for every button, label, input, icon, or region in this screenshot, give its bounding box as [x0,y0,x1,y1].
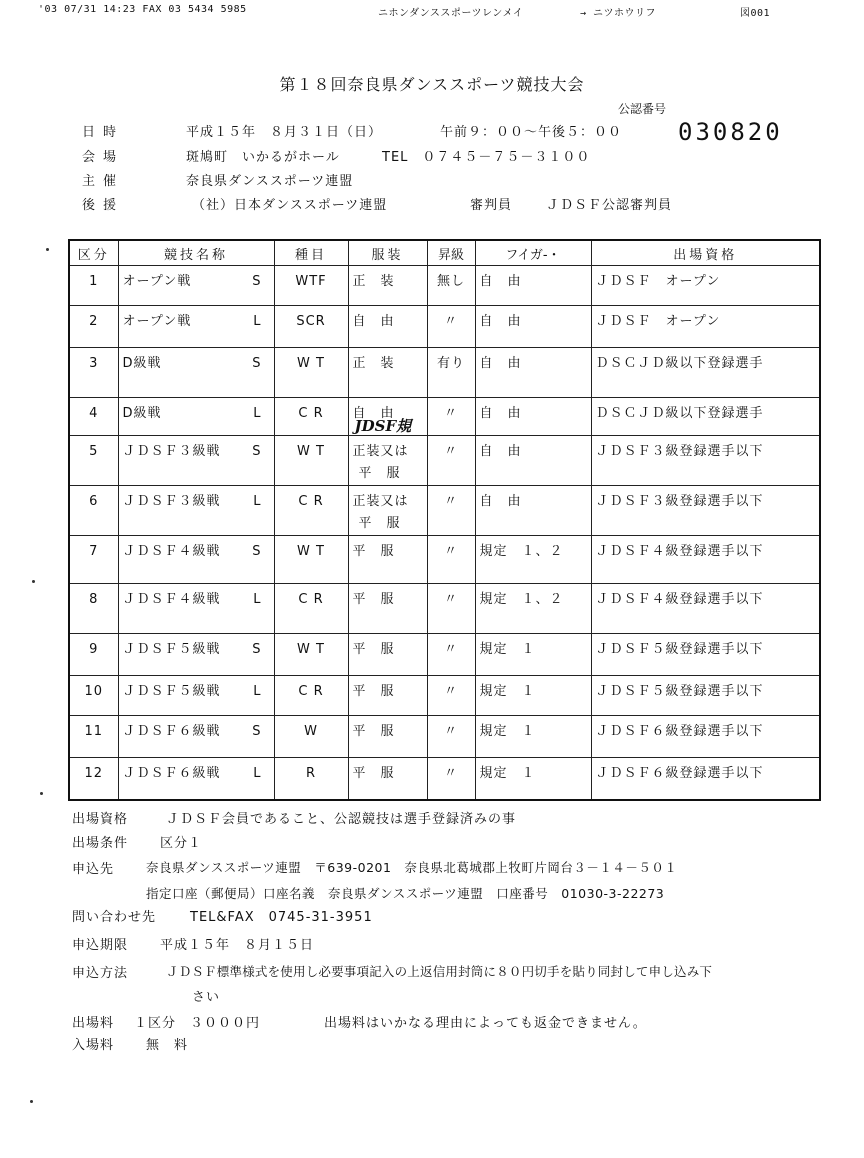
support-value: （社）日本ダンススポーツ連盟 [192,198,388,213]
dance-code: C R [298,494,324,509]
qualification: ＪＤＳＦ４級登録選手以下 [595,544,764,559]
dress-code: 自 由 [352,406,395,421]
division-number: 7 [89,544,99,559]
header-dance: 種目 [274,240,348,266]
dance-code: W T [297,642,325,657]
promotion: 〃 [443,406,458,421]
host-value: 奈良県ダンススポーツ連盟 [186,174,354,189]
qualification: ＪＤＳＦ オープン [595,314,721,329]
qualification: ＪＤＳＦ オープン [595,274,721,289]
dress-code: 正 装 [352,274,395,289]
scan-speck [32,580,35,583]
dance-code: W T [297,544,325,559]
event-name: ＪＤＳＦ４級戦 [122,544,221,559]
event-class: L [253,494,262,509]
figure-rule: 自 由 [479,494,522,509]
event-name: ＪＤＳＦ３級戦 [122,494,221,509]
event-class: S [252,544,262,559]
promotion: 無し [436,274,465,289]
event-name: ＪＤＳＦ４級戦 [122,592,221,607]
fax-receiver: → ニツホウリフ [580,8,657,19]
qualification: ＪＤＳＦ５級登録選手以下 [595,642,764,657]
event-class: L [253,314,262,329]
table-row [69,436,820,486]
footer-entry-value: 無 料 [146,1038,189,1053]
header-division: 区分 [69,240,118,266]
promotion: 〃 [443,766,458,781]
division-number: 3 [89,356,99,371]
promotion: 〃 [443,444,458,459]
venue-label: 会場 [82,150,125,165]
footer-deadline-label: 申込期限 [72,938,129,953]
event-name: ＪＤＳＦ３級戦 [122,444,221,459]
event-name: ＪＤＳＦ６級戦 [122,724,221,739]
scan-speck [40,792,43,795]
dress-code: 正装又は [352,444,409,459]
table-row [69,634,820,676]
qualification: ＪＤＳＦ５級登録選手以下 [595,684,764,699]
table-row [69,584,820,634]
venue-value: 斑鳩町 いかるがホール [186,150,340,165]
table-row [69,486,820,536]
judge-label: 審判員 [470,198,513,213]
qualification: ＪＤＳＦ６級登録選手以下 [595,766,764,781]
qualification: ＤＳＣＪＤ級以下登録選手 [595,356,764,371]
figure-rule: 自 由 [479,274,522,289]
fax-sender: ニホンダンススポーツレンメイ [378,8,524,19]
dress-code: 平 服 [352,592,395,607]
promotion: 〃 [443,684,458,699]
dance-code: W [304,724,318,739]
footer-entry-label: 入場料 [72,1038,115,1053]
public-number-label: 公認番号 [618,102,667,116]
figure-rule: 自 由 [479,314,522,329]
host-label: 主催 [82,174,125,189]
event-name: オープン戦 [122,314,192,329]
fax-datetime: '03 07/31 14:23 FAX 03 5434 5985 [38,4,247,15]
dress-code: 自 由 [352,314,395,329]
header-dress: 服装 [348,240,427,266]
document-title: 第１８回奈良県ダンススポーツ競技大会 [279,75,585,94]
division-number: 12 [84,766,104,781]
dance-code: W T [297,356,325,371]
promotion: 〃 [443,642,458,657]
dance-code: C R [298,592,324,607]
date-label: 日時 [82,125,125,140]
figure-rule: 規定 １ [479,766,536,781]
footer-fee-label: 出場料 [72,1016,115,1031]
event-class: L [253,684,262,699]
figure-rule: 自 由 [479,406,522,421]
table-row [69,266,820,306]
fax-page: 図001 [740,8,771,19]
footer-method-value: ＪＤＳＦ標準様式を使用し必要事項記入の上返信用封筒に８０円切手を貼り同封して申し込み下 [166,964,713,979]
handwritten-note: JDSF規 [354,417,412,435]
event-name: ＪＤＳＦ６級戦 [122,766,221,781]
event-name: D級戦 [122,356,162,371]
header-qualification: 出場資格 [591,240,820,266]
footer-inquiry-label: 問い合わせ先 [72,910,157,925]
event-class: S [252,356,262,371]
event-class: L [253,406,262,421]
time-value: 午前９：００～午後５：００ [440,125,623,140]
table-row [69,536,820,584]
event-class: L [253,766,262,781]
footer-cond-label: 出場条件 [72,836,129,851]
event-name: オープン戦 [122,274,192,289]
footer-account-value: 指定口座（郵便局）口座名義 奈良県ダンススポーツ連盟 口座番号 01030-3-22273 [146,886,665,901]
event-class: S [252,642,262,657]
dress-code: 平 服 [352,544,395,559]
dress-code: 正 装 [352,356,395,371]
figure-rule: 規定 １、２ [479,544,564,559]
footer-qual-value: ＪＤＳＦ会員であること、公認競技は選手登録済みの事 [166,812,517,827]
qualification: ＪＤＳＦ４級登録選手以下 [595,592,764,607]
figure-rule: 規定 １ [479,684,536,699]
figure-rule: 規定 １ [479,642,536,657]
qualification: ＪＤＳＦ３級登録選手以下 [595,494,764,509]
division-number: 9 [89,642,99,657]
footer-qual-label: 出場資格 [72,812,129,827]
scan-speck [30,1100,33,1103]
table-row [69,306,820,348]
footer-apply-label: 申込先 [72,862,115,877]
dress-code-alt: 平 服 [358,516,401,531]
division-number: 8 [89,592,99,607]
table-row [69,348,820,398]
dance-code: SCR [296,314,326,329]
header-figure: フイガ-・ [475,240,591,266]
dance-code: C R [298,406,324,421]
competition-table [68,239,821,801]
footer-method-value-cont: さい [192,990,221,1005]
event-name: D級戦 [122,406,162,421]
promotion: 〃 [443,592,458,607]
promotion: 〃 [443,494,458,509]
division-number: 2 [89,314,99,329]
figure-rule: 自 由 [479,444,522,459]
division-number: 5 [89,444,99,459]
event-class: S [252,274,262,289]
dress-code: 平 服 [352,766,395,781]
promotion: 有り [436,356,465,371]
dress-code: 正装又は [352,494,409,509]
date-value: 平成１５年 ８月３１日（日） [186,125,383,140]
qualification: ＤＳＣＪＤ級以下登録選手 [595,406,764,421]
table-row [69,676,820,716]
dance-code: WTF [295,274,327,289]
judge-value: ＪＤＳＦ公認審判員 [546,198,673,213]
table-row [69,758,820,800]
support-label: 後援 [82,198,125,213]
event-class: L [253,592,262,607]
dance-code: W T [297,444,325,459]
venue-tel: TEL ０７４５－７５－３１００ [382,150,591,165]
dress-code-alt: 平 服 [358,466,401,481]
scan-speck [46,248,49,251]
division-number: 4 [89,406,99,421]
header-event-name: 競技名称 [118,240,274,266]
event-name: ＪＤＳＦ５級戦 [122,642,221,657]
table-header-row [69,240,820,266]
figure-rule: 規定 １、２ [479,592,564,607]
division-number: 1 [89,274,99,289]
event-class: S [252,724,262,739]
division-number: 11 [84,724,104,739]
dance-code: R [305,766,317,781]
division-number: 6 [89,494,99,509]
event-class: S [252,444,262,459]
footer-apply-value: 奈良県ダンススポーツ連盟 〒639-0201 奈良県北葛城郡上牧町片岡台３－１４－５０１ [146,860,678,875]
table-row [69,398,820,436]
event-name: ＪＤＳＦ５級戦 [122,684,221,699]
division-number: 10 [84,684,104,699]
footer-method-label: 申込方法 [72,966,129,981]
dress-code: 平 服 [352,642,395,657]
promotion: 〃 [443,544,458,559]
qualification: ＪＤＳＦ６級登録選手以下 [595,724,764,739]
footer-cond-value: 区分１ [160,836,203,851]
public-number-value: 030820 [678,118,783,146]
dance-code: C R [298,684,324,699]
figure-rule: 規定 １ [479,724,536,739]
table-row [69,716,820,758]
dress-code: 平 服 [352,684,395,699]
footer-deadline-value: 平成１５年 ８月１５日 [160,938,315,953]
dress-code: 平 服 [352,724,395,739]
figure-rule: 自 由 [479,356,522,371]
promotion: 〃 [443,724,458,739]
footer-inquiry-value: TEL&FAX 0745-31-3951 [190,910,373,925]
footer-fee-note: 出場料はいかなる理由によっても返金できません。 [324,1016,647,1031]
qualification: ＪＤＳＦ３級登録選手以下 [595,444,764,459]
promotion: 〃 [443,314,458,329]
header-promotion: 昇級 [427,240,475,266]
footer-fee-value: １区分 ３０００円 [134,1016,261,1031]
